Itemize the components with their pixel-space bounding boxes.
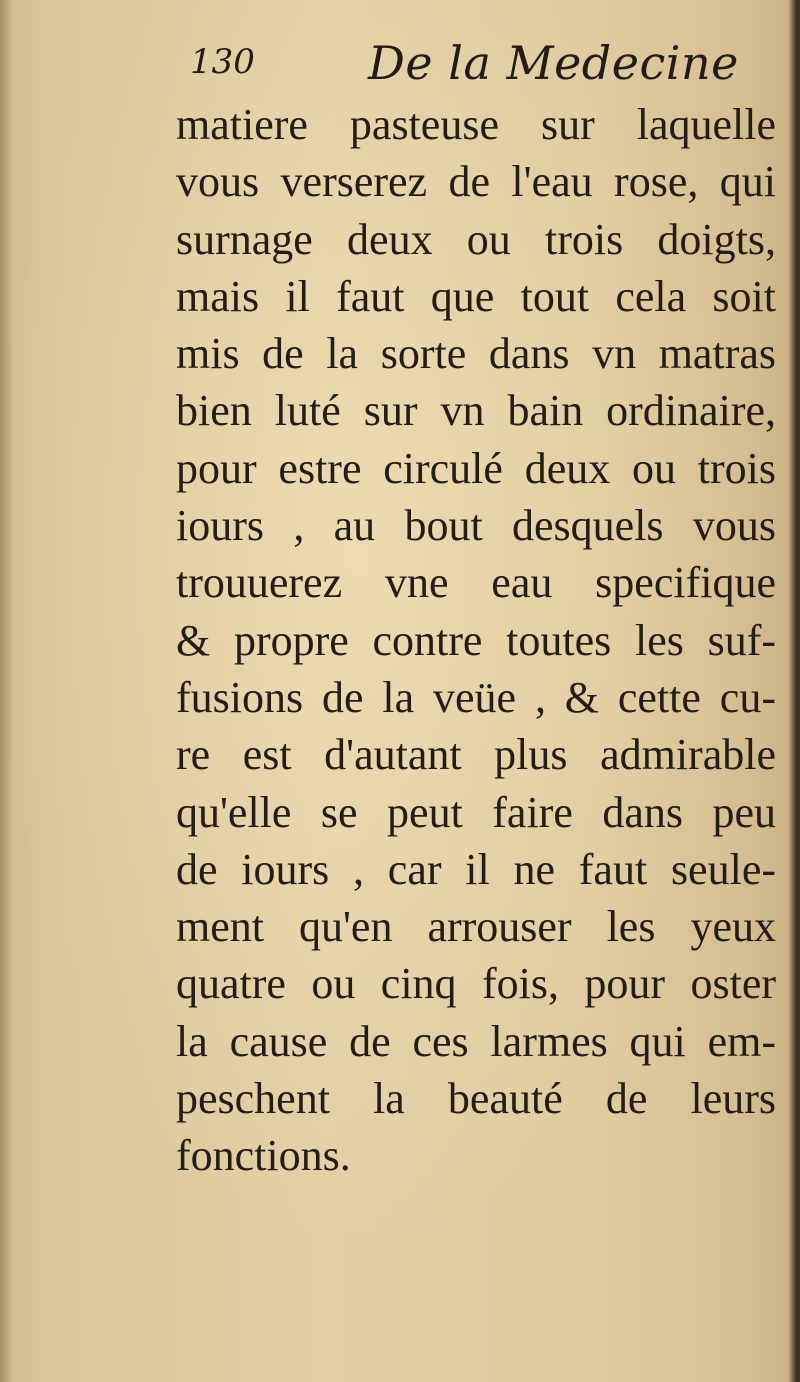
- text-line: pour estre circulé deux ou trois: [176, 443, 776, 493]
- text-line: & propre contre toutes les suf-: [176, 615, 776, 665]
- text-line: trouuerez vne eau specifique: [176, 558, 776, 608]
- running-head: De la Medecine: [368, 36, 739, 90]
- text-line: ment qu'en arrouser les yeux: [176, 902, 776, 952]
- page-number: 130: [190, 42, 255, 82]
- text-line: surnage deux ou trois doigts,: [176, 214, 776, 264]
- text-line: iours , au bout desquels vous: [176, 501, 776, 551]
- text-line: mais il faut que tout cela soit: [176, 271, 776, 321]
- text-line: re est d'autant plus admirable: [176, 730, 776, 780]
- text-line: mis de la sorte dans vn matras: [176, 329, 776, 379]
- page-gutter-shadow: [0, 0, 14, 1382]
- text-line: vous verserez de l'eau rose, qui: [176, 157, 776, 207]
- text-line: peschent la beauté de leurs: [176, 1074, 776, 1124]
- text-line: la cause de ces larmes qui em-: [176, 1016, 776, 1066]
- text-line: de iours , car il ne faut seule-: [176, 844, 776, 894]
- page-edge-shadow: [788, 0, 800, 1382]
- text-line: quatre ou cinq fois, pour oster: [176, 959, 776, 1009]
- body-text: [176, 96, 776, 1185]
- text-line: qu'elle se peut faire dans peu: [176, 787, 776, 837]
- page-header: [190, 36, 750, 100]
- text-line: matiere pasteuse sur laquelle: [176, 100, 776, 149]
- text-line: fusions de la veüe , & cette cu-: [176, 672, 776, 722]
- text-line: bien luté sur vn bain ordinaire,: [176, 386, 776, 436]
- text-line: fonctions.: [176, 1131, 351, 1181]
